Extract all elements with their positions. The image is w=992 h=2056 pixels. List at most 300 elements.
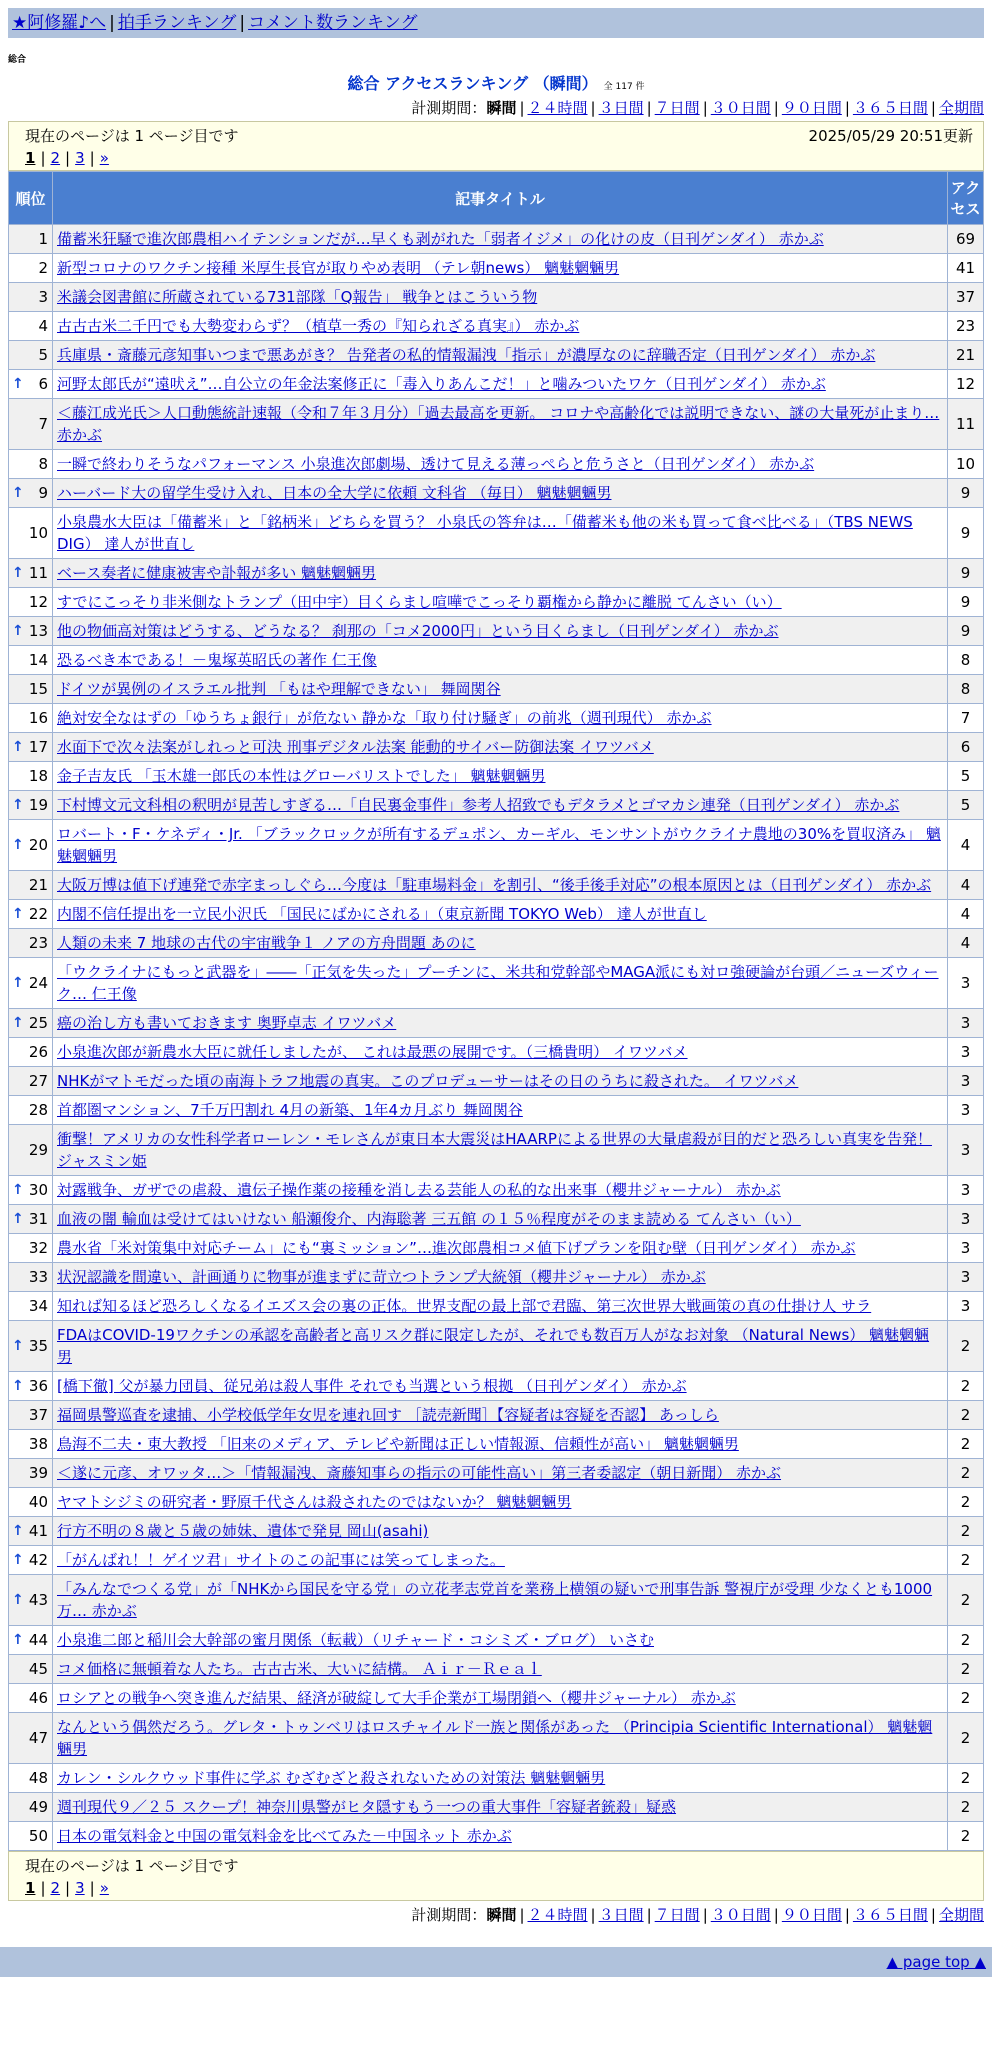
rank-number: 28 <box>28 1101 48 1119</box>
access-count: 37 <box>948 283 984 312</box>
ranking-row <box>9 1793 984 1822</box>
title-cell <box>53 312 948 341</box>
rank-number: 24 <box>28 974 48 992</box>
access-count: 4 <box>948 900 984 929</box>
title-cell <box>53 370 948 399</box>
rank-up-arrow-icon: ↑ <box>12 1015 24 1031</box>
page-link[interactable]: 3 <box>75 149 85 167</box>
period-option[interactable]: ３日間 <box>598 99 644 117</box>
period-separator: | <box>646 1906 652 1924</box>
article-title-link[interactable]: ハーバード大の留学生受け入れ、日本の全大学に依頼 文科省 （毎日） 魑魅魍魎男 <box>57 484 612 502</box>
rank-number: 50 <box>28 1827 48 1845</box>
article-title-link[interactable]: ヤマトシジミの研究者・野原千代さんは殺されたのではないか？ 魑魅魍魎男 <box>57 1493 572 1511</box>
title-cell <box>53 1263 948 1292</box>
title-cell <box>53 1822 948 1851</box>
page-link[interactable]: 2 <box>50 1879 61 1897</box>
ranking-row <box>9 225 984 254</box>
rank-cell <box>9 646 53 675</box>
rank-up-arrow-icon: ↑ <box>12 906 24 922</box>
access-count: 6 <box>948 733 984 762</box>
access-count: 2 <box>948 1488 984 1517</box>
article-title-link[interactable]: 知れば知るほど恐ろしくなるイエズス会の裏の正体。世界支配の最上部で君臨、第三次世界大戦画策の真の仕掛け人 サラ <box>57 1297 872 1315</box>
access-count: 69 <box>948 225 984 254</box>
access-count: 2 <box>948 1372 984 1401</box>
title-cell <box>53 733 948 762</box>
period-label: 計測期間： <box>411 1906 487 1924</box>
ranking-row <box>9 1655 984 1684</box>
rank-cell <box>9 1009 53 1038</box>
period-option[interactable]: ２４時間 <box>527 99 588 117</box>
rank-number: 38 <box>28 1435 48 1453</box>
access-count: 4 <box>948 929 984 958</box>
ranking-row <box>9 1292 984 1321</box>
access-count: 8 <box>948 646 984 675</box>
comment-ranking-link[interactable]: コメント数ランキング <box>248 13 418 33</box>
rank-cell <box>9 1321 53 1372</box>
rank-number: 22 <box>28 905 48 923</box>
article-title-link[interactable]: 「がんばれ！！ゲイツ君」サイトのこの記事には笑ってしまった。 <box>57 1551 505 1569</box>
ranking-row <box>9 1205 984 1234</box>
rank-number: 16 <box>28 709 48 727</box>
period-option[interactable]: ７日間 <box>654 1906 700 1924</box>
rank-cell <box>9 1793 53 1822</box>
rank-cell <box>9 1205 53 1234</box>
next-page-link[interactable]: » <box>99 1879 109 1897</box>
top-nav <box>8 8 984 38</box>
access-count: 3 <box>948 1009 984 1038</box>
title-cell <box>53 225 948 254</box>
title-cell <box>53 704 948 733</box>
rank-up-arrow-icon: ↑ <box>12 1378 24 1394</box>
article-title-link[interactable]: ドイツが異例のイスラエル批判 「もはや理解できない」 舞岡関谷 <box>57 680 501 698</box>
title-cell <box>53 1713 948 1764</box>
period-option[interactable]: ９０日間 <box>781 99 842 117</box>
rank-cell <box>9 1626 53 1655</box>
rank-cell <box>9 559 53 588</box>
rank-cell <box>9 791 53 820</box>
access-count: 9 <box>948 479 984 508</box>
header-count: アクセス <box>948 172 984 225</box>
title-cell <box>53 1205 948 1234</box>
title-cell <box>53 871 948 900</box>
access-count: 2 <box>948 1655 984 1684</box>
article-title-link[interactable]: FDAはCOVID-19ワクチンの承認を高齢者と高リスク群に限定したが、それでも数百万人がなお対象 （Natural News） 魑魅魍魎男 <box>57 1326 930 1366</box>
article-title-link[interactable]: 水面下で次々法案がしれっと可決 刑事デジタル法案 能動的サイバー防御法案 イワツバメ <box>57 738 654 756</box>
rank-cell <box>9 508 53 559</box>
next-page-link[interactable]: » <box>99 149 109 167</box>
access-count: 9 <box>948 559 984 588</box>
access-count: 2 <box>948 1684 984 1713</box>
rank-cell <box>9 958 53 1009</box>
period-option[interactable]: 全期間 <box>938 1906 984 1924</box>
title-cell <box>53 450 948 479</box>
rank-cell <box>9 1401 53 1430</box>
ranking-row <box>9 1067 984 1096</box>
article-title-link[interactable]: [橋下徹] 父が暴力団員、従兄弟は殺人事件 それでも当選という根拠 （日刊ゲンダイ） 赤かぶ <box>57 1377 687 1395</box>
rank-cell <box>9 900 53 929</box>
rank-cell <box>9 283 53 312</box>
rank-cell <box>9 871 53 900</box>
page-separator: | <box>65 149 71 167</box>
rank-cell <box>9 1096 53 1125</box>
title-cell <box>53 1517 948 1546</box>
article-title-link[interactable]: 米議会図書館に所蔵されている731部隊「Q報告」 戦争とはこういう物 <box>57 288 538 306</box>
period-separator: | <box>930 1906 936 1924</box>
period-option[interactable]: ３６５日間 <box>852 1906 928 1924</box>
rank-number: 23 <box>28 934 48 952</box>
title-cell <box>53 1067 948 1096</box>
title-cell <box>53 762 948 791</box>
article-title-link[interactable]: 衝撃！アメリカの女性科学者ローレン・モレさんが東日本大震災はHAARPによる世界の大量虐殺が目的だと恐ろしい真実を告発！ ジャスミン姫 <box>57 1130 932 1170</box>
access-count: 10 <box>948 450 984 479</box>
title-cell <box>53 559 948 588</box>
title-cell <box>53 1626 948 1655</box>
rank-number: 30 <box>28 1181 48 1199</box>
ranking-row <box>9 508 984 559</box>
article-title-link[interactable]: 金子吉友氏 「玉木雄一郎氏の本性はグローバリストでした」 魑魅魍魎男 <box>57 767 546 785</box>
access-count: 4 <box>948 820 984 871</box>
article-title-link[interactable]: 小泉進次郎が新農水大臣に就任しましたが、 これは最悪の展開です。（三橋貴明） イワツバメ <box>57 1043 688 1061</box>
title-cell <box>53 929 948 958</box>
access-count: 9 <box>948 588 984 617</box>
article-title-link[interactable]: 恐るべき本である！－鬼塚英昭氏の著作 仁王像 <box>57 651 377 669</box>
access-count: 7 <box>948 704 984 733</box>
ranking-row <box>9 1488 984 1517</box>
rank-number: 44 <box>28 1631 48 1649</box>
period-separator: | <box>773 1906 779 1924</box>
rank-number: 27 <box>28 1072 48 1090</box>
article-title-link[interactable]: 小泉進二郎と稲川会大幹部の蜜月関係（転載）（リチャード・コシミズ・ブログ） いさむ <box>57 1631 654 1649</box>
article-title-link[interactable]: 週刊現代９／２５ スクープ！神奈川県警がヒタ隠すもう一つの重大事件「容疑者銃殺」疑惑 <box>57 1798 677 1816</box>
page-info-top <box>8 121 984 171</box>
title-cell <box>53 1459 948 1488</box>
article-title-link[interactable]: 対露戦争、ガザでの虐殺、遺伝子操作薬の接種を消し去る芸能人の私的な出来事（櫻井ジャーナル） 赤かぶ <box>57 1181 781 1199</box>
title-cell <box>53 1655 948 1684</box>
rank-up-arrow-icon: ↑ <box>12 1592 24 1608</box>
ranking-row <box>9 733 984 762</box>
period-option[interactable]: ３６５日間 <box>852 99 928 117</box>
rank-cell <box>9 370 53 399</box>
ranking-row <box>9 588 984 617</box>
rank-up-arrow-icon: ↑ <box>12 1523 24 1539</box>
article-title-link[interactable]: 大阪万博は値下げ連発で赤字まっしぐら…今度は「駐車場料金」を割引、“後手後手対応”の根本原因とは（日刊ゲンダイ） 赤かぶ <box>57 876 932 894</box>
header-pos: 順位 <box>9 172 53 225</box>
article-title-link[interactable]: 農水省「米対策集中対応チーム」にも“裏ミッション”…進次郎農相コメ値下げプランを阻む壁（日刊ゲンダイ） 赤かぶ <box>57 1239 856 1257</box>
title-cell <box>53 1096 948 1125</box>
ranking-row <box>9 254 984 283</box>
rank-number: 6 <box>38 375 48 393</box>
access-count: 5 <box>948 791 984 820</box>
rank-number: 13 <box>28 622 48 640</box>
page-link[interactable]: 1 <box>25 1879 36 1897</box>
article-title-link[interactable]: ＜藤江成光氏＞人口動態統計速報（令和７年３月分）「過去最高を更新。 コロナや高齢化では説明できない、謎の大量死が止まり… 赤かぶ <box>57 404 940 444</box>
access-count: 11 <box>948 399 984 450</box>
rank-number: 48 <box>28 1769 48 1787</box>
rank-cell <box>9 675 53 704</box>
article-title-link[interactable]: 下村博文元文科相の釈明が見苦しすぎる…「自民裏金事件」参考人招致でもデタラメとゴマカシ連発（日刊ゲンダイ） 赤かぶ <box>57 796 900 814</box>
access-count: 2 <box>948 1713 984 1764</box>
ranking-row <box>9 559 984 588</box>
current-page-text: 現在のページは 1 ページ目です <box>25 127 239 145</box>
rank-up-arrow-icon: ↑ <box>12 623 24 639</box>
rank-cell <box>9 225 53 254</box>
article-title-link[interactable]: 人類の未来 7 地球の古代の宇宙戦争１ ノアの方舟問題 あのに <box>57 934 476 952</box>
page-separator: | <box>89 149 95 167</box>
access-count: 3 <box>948 1292 984 1321</box>
ranking-row <box>9 341 984 370</box>
rank-number: 19 <box>28 796 48 814</box>
rank-cell <box>9 1234 53 1263</box>
access-count: 23 <box>948 312 984 341</box>
rank-number: 37 <box>28 1406 48 1424</box>
page-separator: | <box>65 1879 71 1897</box>
period-separator: | <box>773 99 779 117</box>
article-title-link[interactable]: ベース奏者に健康被害や訃報が多い 魑魅魍魎男 <box>57 564 377 582</box>
rank-cell <box>9 929 53 958</box>
title-cell <box>53 1488 948 1517</box>
rank-cell <box>9 617 53 646</box>
rank-number: 18 <box>28 767 48 785</box>
title-cell <box>53 617 948 646</box>
rank-cell <box>9 1488 53 1517</box>
article-title-link[interactable]: 「ウクライナにもっと武器を」――「正気を失った」プーチンに、米共和党幹部やMAGA派にも対ロ強硬論が台頭／ニューズウィーク… 仁王像 <box>57 963 939 1003</box>
period-option: 瞬間 <box>486 1906 517 1924</box>
access-count: 3 <box>948 1096 984 1125</box>
period-option[interactable]: ２４時間 <box>527 1906 588 1924</box>
period-separator: | <box>519 99 525 117</box>
article-title-link[interactable]: 新型コロナのワクチン接種 米厚生長官が取りやめ表明 （テレ朝news） 魑魅魍魎男 <box>57 259 620 277</box>
rank-number: 32 <box>28 1239 48 1257</box>
rank-cell <box>9 1263 53 1292</box>
period-option[interactable]: ７日間 <box>654 99 700 117</box>
period-option[interactable]: ３０日間 <box>710 1906 771 1924</box>
title-cell <box>53 1038 948 1067</box>
rank-cell <box>9 1764 53 1793</box>
rank-number: 17 <box>28 738 48 756</box>
rank-number: 14 <box>28 651 48 669</box>
page-separator: | <box>40 1879 46 1897</box>
ranking-row <box>9 1764 984 1793</box>
article-title-link[interactable]: 福岡県警巡査を逮捕、小学校低学年女児を連れ回す ［読売新聞］【容疑者は容疑を否認】 あっしら <box>57 1406 719 1424</box>
article-title-link[interactable]: ロバート・F・ケネディ・Jr. 「ブラックロックが所有するデュポン、カーギル、モンサントがウクライナ農地の30%を買収済み」 魑魅魍魎男 <box>57 825 941 865</box>
rank-number: 2 <box>38 259 48 277</box>
access-count: 2 <box>948 1764 984 1793</box>
ranking-row <box>9 1822 984 1851</box>
rank-number: 9 <box>38 484 48 502</box>
title-cell <box>53 1009 948 1038</box>
article-title-link[interactable]: 一瞬で終わりそうなパフォーマンス 小泉進次郎劇場、透けて見える薄っぺらと危うさと（日刊ゲンダイ） 赤かぶ <box>57 455 815 473</box>
rank-cell <box>9 341 53 370</box>
ranking-row <box>9 820 984 871</box>
rank-cell <box>9 820 53 871</box>
access-count: 2 <box>948 1626 984 1655</box>
article-title-link[interactable]: 鳥海不二夫・東大教授 「旧来のメディア、テレビや新聞は正しい情報源、信頼性が高い」 魑魅魍魎男 <box>57 1435 739 1453</box>
article-title-link[interactable]: 血液の闇 輸血は受けてはいけない 船瀬俊介、内海聡著 三五館 の１５％程度がそのまま読める てんさい（い） <box>57 1210 801 1228</box>
current-page-text-bottom: 現在のページは 1 ページ目です <box>25 1857 239 1875</box>
rank-cell <box>9 1546 53 1575</box>
page-link[interactable]: 1 <box>25 149 36 167</box>
rank-number: 11 <box>28 564 48 582</box>
article-title-link[interactable]: ＜遂に元彦、オワッタ…＞「情報漏洩、斎藤知事らの指示の可能性高い」第三者委認定（朝日新聞） 赤かぶ <box>57 1464 782 1482</box>
period-option[interactable]: ９０日間 <box>781 1906 842 1924</box>
article-title-link[interactable]: ロシアとの戦争へ突き進んだ結果、経済が破綻して大手企業が工場閉鎖へ（櫻井ジャーナル） 赤かぶ <box>57 1689 736 1707</box>
ranking-row <box>9 646 984 675</box>
site-home-link[interactable]: ★阿修羅♪へ <box>12 13 107 33</box>
rank-cell <box>9 1575 53 1626</box>
title-cell <box>53 1401 948 1430</box>
access-count: 9 <box>948 508 984 559</box>
article-title-link[interactable]: コメ価格に無頓着な人たち。古古古米、大いに結構。 Ａｉｒ－Ｒｅａｌ <box>57 1660 542 1678</box>
access-count: 21 <box>948 341 984 370</box>
rank-cell <box>9 1655 53 1684</box>
rank-number: 36 <box>28 1377 48 1395</box>
article-title-link[interactable]: 癌の治し方も書いておきます 奥野卓志 イワツバメ <box>57 1014 397 1032</box>
page-separator: | <box>89 1879 95 1897</box>
article-title-link[interactable]: 状況認識を間違い、計画通りに物事が進まずに苛立つトランプ大統領（櫻井ジャーナル） 赤かぶ <box>57 1268 706 1286</box>
ranking-row <box>9 450 984 479</box>
title-cell <box>53 1176 948 1205</box>
rank-up-arrow-icon: ↑ <box>12 1552 24 1568</box>
article-title-link[interactable]: 古古古米二千円でも大勢変わらず？（植草一秀の『知られざる真実』） 赤かぶ <box>57 317 580 335</box>
title-cell <box>53 1684 948 1713</box>
title-cell <box>53 508 948 559</box>
rank-number: 10 <box>28 524 48 542</box>
ranking-row <box>9 929 984 958</box>
rank-cell <box>9 1125 53 1176</box>
pagination <box>25 149 973 167</box>
page-title-text: 総合 アクセスランキング （瞬間） <box>347 74 598 93</box>
article-title-link[interactable]: 備蓄米狂騒で進次郎農相ハイテンションだが…早くも剥がれた「弱者イジメ」の化けの皮（日刊ゲンダイ） 赤かぶ <box>57 230 824 248</box>
article-title-link[interactable]: 行方不明の８歳と５歳の姉妹、遺体で発見 岡山(asahi) <box>57 1522 429 1540</box>
rank-cell <box>9 1292 53 1321</box>
ranking-row <box>9 762 984 791</box>
article-title-link[interactable]: すでにこっそり非米側なトランプ（田中宇）目くらまし喧嘩でこっそり覇権から静かに離脱 てんさい（い） <box>57 593 782 611</box>
page-link[interactable]: 2 <box>50 149 61 167</box>
ranking-row <box>9 871 984 900</box>
ranking-row <box>9 312 984 341</box>
rank-number: 29 <box>28 1141 48 1159</box>
ranking-row <box>9 479 984 508</box>
rank-number: 3 <box>38 288 48 306</box>
article-title-link[interactable]: 日本の電気料金と中国の電気料金を比べてみた－中国ネット 赤かぶ <box>57 1827 512 1845</box>
period-option[interactable]: ３０日間 <box>710 99 771 117</box>
rank-up-arrow-icon: ↑ <box>12 1338 24 1354</box>
period-separator: | <box>844 99 850 117</box>
page-info-bottom <box>8 1851 984 1901</box>
article-title-link[interactable]: 内閣不信任提出を一立民小沢氏 「国民にばかにされる」（東京新聞 TOKYO Web） 達人が世直し <box>57 905 707 923</box>
access-count: 2 <box>948 1459 984 1488</box>
article-title-link[interactable]: 首都圏マンション、7千万円割れ 4月の新築、1年4カ月ぶり 舞岡関谷 <box>57 1101 523 1119</box>
access-count: 12 <box>948 370 984 399</box>
article-title-link[interactable]: なんという偶然だろう。グレタ・トゥンベリはロスチャイルド一族と関係があった （Principia Scientific International） 魑魅魍魎男 <box>57 1718 933 1758</box>
rank-number: 15 <box>28 680 48 698</box>
ranking-row <box>9 1125 984 1176</box>
rank-number: 26 <box>28 1043 48 1061</box>
rank-cell <box>9 254 53 283</box>
rank-cell <box>9 1430 53 1459</box>
period-option[interactable]: ３日間 <box>598 1906 644 1924</box>
ranking-row <box>9 704 984 733</box>
rank-cell <box>9 450 53 479</box>
title-cell <box>53 1292 948 1321</box>
title-cell <box>53 1125 948 1176</box>
ranking-row <box>9 1176 984 1205</box>
hakushu-ranking-link[interactable]: 拍手ランキング <box>117 13 237 33</box>
title-cell <box>53 341 948 370</box>
title-cell <box>53 399 948 450</box>
access-count: 3 <box>948 1205 984 1234</box>
rank-up-arrow-icon: ↑ <box>12 1211 24 1227</box>
title-cell <box>53 646 948 675</box>
rank-number: 21 <box>28 876 48 894</box>
period-selector-bottom <box>8 1904 984 1925</box>
rank-cell <box>9 1038 53 1067</box>
period-separator: | <box>930 99 936 117</box>
ranking-row <box>9 1009 984 1038</box>
ranking-row <box>9 1430 984 1459</box>
ranking-row <box>9 1263 984 1292</box>
article-title-link[interactable]: NHKがマトモだった頃の南海トラフ地震の真実。このプロデューサーはその日のうちに殺された。 イワツバメ <box>57 1072 799 1090</box>
rank-number: 7 <box>38 415 48 433</box>
period-separator: | <box>844 1906 850 1924</box>
access-count: 2 <box>948 1822 984 1851</box>
period-separator: | <box>702 1906 708 1924</box>
ranking-row <box>9 1626 984 1655</box>
ranking-row <box>9 1459 984 1488</box>
access-count: 2 <box>948 1793 984 1822</box>
rank-up-arrow-icon: ↑ <box>12 739 24 755</box>
rank-cell <box>9 704 53 733</box>
title-cell <box>53 1764 948 1793</box>
rank-number: 40 <box>28 1493 48 1511</box>
rank-cell <box>9 1176 53 1205</box>
rank-number: 34 <box>28 1297 48 1315</box>
page-title <box>8 71 984 94</box>
rank-cell <box>9 1713 53 1764</box>
page-top-link[interactable]: ▲ page top ▲ <box>886 1953 986 1971</box>
period-separator: | <box>519 1906 525 1924</box>
rank-number: 45 <box>28 1660 48 1678</box>
nav-separator: | <box>109 13 115 33</box>
article-title-link[interactable]: 「みんなでつくる党」が「NHKから国民を守る党」の立花孝志党首を業務上横領の疑いで刑事告訴 警視庁が受理 少なくとも1000万… 赤かぶ <box>57 1580 933 1620</box>
title-cell <box>53 675 948 704</box>
title-cell <box>53 283 948 312</box>
bottom-bar <box>0 1947 992 1977</box>
article-title-link[interactable]: 絶対安全なはずの「ゆうちょ銀行」が危ない 静かな「取り付け騒ぎ」の前兆（週刊現代） 赤かぶ <box>57 709 712 727</box>
title-cell <box>53 588 948 617</box>
article-title-link[interactable]: 河野太郎氏が“遠吠え”…自公立の年金法案修正に「毒入りあんこだ！」と噛みついたワケ（日刊ゲンダイ） 赤かぶ <box>57 375 826 393</box>
ranking-row <box>9 283 984 312</box>
rank-cell <box>9 1372 53 1401</box>
title-cell <box>53 958 948 1009</box>
article-title-link[interactable]: 他の物価高対策はどうする、どうなる？ 刹那の「コメ2000円」という目くらまし（日刊ゲンダイ） 赤かぶ <box>57 622 779 640</box>
ranking-row <box>9 1401 984 1430</box>
ranking-row <box>9 1096 984 1125</box>
article-title-link[interactable]: 兵庫県・斎藤元彦知事いつまで悪あがき？ 告発者の私的情報漏洩「指示」が濃厚なのに辞職否定（日刊ゲンダイ） 赤かぶ <box>57 346 876 364</box>
access-count: 2 <box>948 1321 984 1372</box>
ranking-row <box>9 399 984 450</box>
ranking-row <box>9 1038 984 1067</box>
period-option[interactable]: 全期間 <box>938 99 984 117</box>
article-title-link[interactable]: 小泉農水大臣は「備蓄米」と「銘柄米」どちらを買う？ 小泉氏の答弁は…「備蓄米も他の米も買って食べ比べる」（TBS NEWS DIG） 達人が世直し <box>57 513 913 553</box>
rank-number: 31 <box>28 1210 48 1228</box>
ranking-row <box>9 1372 984 1401</box>
title-cell <box>53 254 948 283</box>
rank-cell <box>9 762 53 791</box>
page-link[interactable]: 3 <box>75 1879 85 1897</box>
rank-number: 43 <box>28 1591 48 1609</box>
article-title-link[interactable]: カレン・シルクウッド事件に学ぶ むざむざと殺されないための対策法 魑魅魍魎男 <box>57 1769 606 1787</box>
